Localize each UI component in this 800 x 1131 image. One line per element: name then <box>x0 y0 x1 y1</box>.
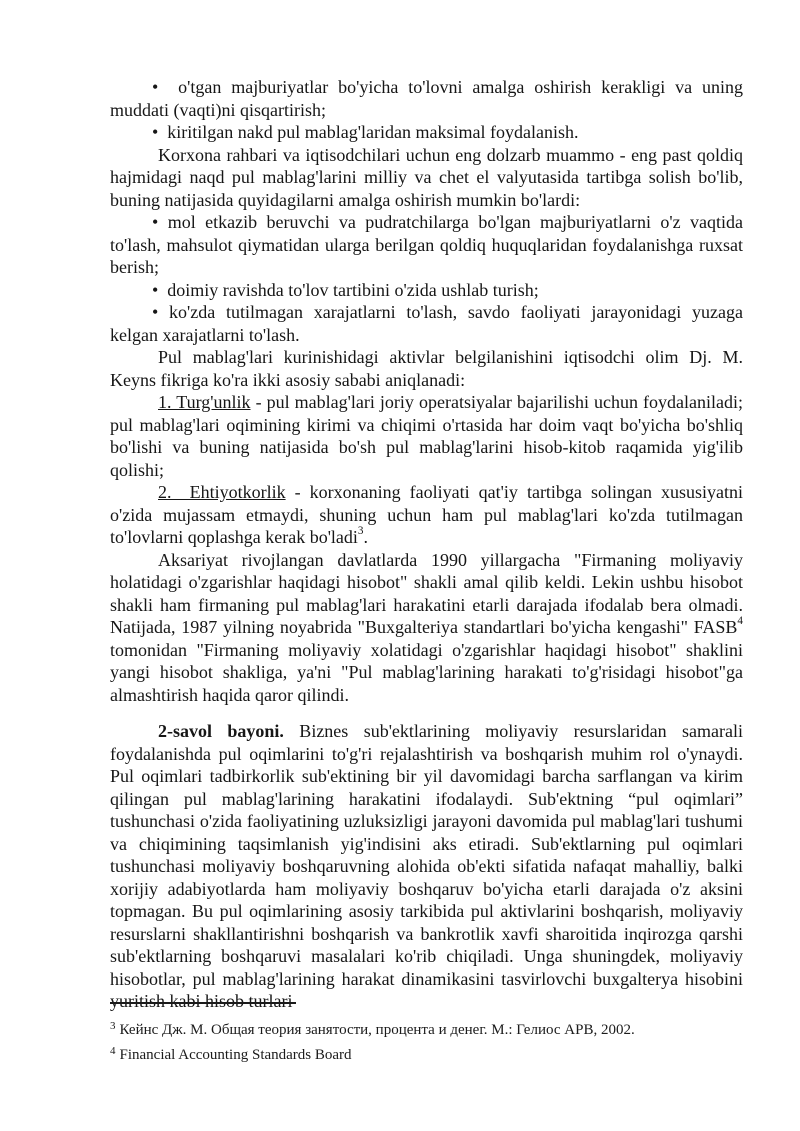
footnote-4-text: Financial Accounting Standards Board <box>119 1047 352 1063</box>
footnote-3-marker: 3 <box>110 1020 116 1033</box>
text-run: Pul mablag'lari kurinishidagi aktivlar belgilanishini iqtisodchi olim Dj. M. Keyns fikriga ko'ra ikki asosiy sababi aniqlanadi: <box>110 347 743 390</box>
text-run: • mol etkazib beruvchi va pudratchilarga bo'lgan majburiyatlarni o'z vaqtida to'lash, mahsulot qiymatidan ularga berilgan qoldiq huquqlaridan foydalanishga ruxsat berish; <box>110 212 743 277</box>
footnote-4 <box>110 1043 743 1068</box>
bullet-item-unforeseen-expenses <box>110 301 743 346</box>
text-run: 2. Ehtiyotkorlik <box>158 482 286 502</box>
document-body <box>110 76 743 1013</box>
paragraph-turgunlik <box>110 391 743 481</box>
text-run: Aksariyat rivojlangan davlatlarda 1990 yillargacha "Firmaning moliyaviy holatidagi o'zgarishlar haqidagi hisobot" shakli amal qilib keldi. Lekin ushbu hisobot shakli ham firmaning pul mablag'lari harakatini etarli darajada ifodalab bera olmadi. Natijada, 1987 yilning noyabrida "Buxgalteriya standartlari bo'yicha kengashi" FASB <box>110 549 743 637</box>
bullet-item-cash-usage <box>110 121 743 144</box>
footnote-reference: 3 <box>357 525 364 538</box>
text-run: • o'tgan majburiyatlar bo'yicha to'lovni amalga oshirish kerakligi va uning muddati (vaqti)ni qisqartirish; <box>110 77 743 120</box>
text-run: . <box>363 527 368 547</box>
text-run: Biznes sub'ektlarining moliyaviy resurslaridan samarali foydalanishda pul oqimlarini to'g'ri rejalashtirish va boshqarish muhim rol o'ynaydi. Pul oqimlari tadbirkorlik sub'ektining bir yil davomidagi barcha sarflangan va kirim qilingan pul mablag'larining harakatini ifodalaydi. Sub'ektning “pul oqimlari” tushunchasi o'zida faoliyatining uzluksizligi jarayoni davomida pul mablag'lari tushumi va chiqimining taqsimlanish yig'indisini aks etiradi. Sub'ektlarning pul oqimlari tushunchasi moliyaviy boshqaruvning alohida ob'ekti sifatida nafaqat mahalliy, balki xorijiy adabiyotlarda ham moliyaviy boshqaruv bo'yicha etarli darajada o'z aksini topmagan. Bu pul oqimlarining asosiy tarkibida pul aktivlarini boshqarish, moliyaviy resurslarni shakllantirishni boshqarish va bankrotlik xavfi sharoitida inqirozga qarshi sub'ektlarning boshqaruvi masalalari ko'rib chiqiladi. Unga shuningdek, moliyaviy hisobotlar, pul mablag'larining harakat dinamikasini tasvirlovchi buxgalterya hisobini yuritish kabi hisob turlari <box>110 721 744 1011</box>
paragraph-keyns-intro <box>110 346 743 391</box>
paragraph-ehtiyotkorlik <box>110 481 743 549</box>
paragraph-korxona-rahbari <box>110 144 743 212</box>
paragraph-2-savol-bayoni <box>110 720 743 1013</box>
bullet-item-overdue-obligations <box>110 76 743 121</box>
text-run: 1. Turg'unlik <box>158 392 251 412</box>
text-run: 2-savol bayoni. <box>158 721 284 741</box>
footnote-section <box>110 1002 743 1068</box>
bullet-item-suppliers <box>110 211 743 279</box>
footnote-reference: 4 <box>737 615 743 628</box>
text-run: tomonidan "Firmaning moliyaviy xolatidagi o'zgarishlar haqidagi hisobot" shaklini yangi hisobot shakliga, ya'ni "Pul mablag'larining harakati to'g'risidagi hisobot"ga almashtirish haqida qaror qilindi. <box>110 639 743 705</box>
text-run: • kiritilgan nakd pul mablag'laridan maksimal foydalanish. <box>152 122 579 142</box>
footnote-3-text: Кейнс Дж. М. Общая теория занятости, процента и денег. М.: Гелиос АРВ, 2002. <box>119 1022 635 1038</box>
text-run: - pul mablag'lari joriy operatsiyalar bajarilishi uchun foydalaniladi; pul mablag'lari oqimining kirimi va chiqimi o'rtasida har doim vaqt bo'yicha bo'shliq bo'lishi va buning natijasida bo'sh pul mablag'larini hisob-kitob raqamida yig'ilib qolishi; <box>110 392 744 480</box>
paragraph-fasb-history <box>110 549 743 707</box>
bullet-item-payment-order <box>110 279 743 302</box>
text-run: • doimiy ravishda to'lov tartibini o'zida ushlab turish; <box>152 279 539 300</box>
text-run: - korxonaning faoliyati qat'iy tartibga solingan xususiyatni o'zida mujassam etmaydi, shuning uchun ham pul mablag'lari ko'zda tutilmagan to'lovlarni qoplashga kerak bo'ladi <box>110 482 743 547</box>
text-run: • ko'zda tutilmagan xarajatlarni to'lash, savdo faoliyati jarayonidagi yuzaga kelgan xarajatlarni to'lash. <box>110 302 743 345</box>
footnote-3 <box>110 1018 743 1043</box>
footnote-4-marker: 4 <box>110 1045 116 1058</box>
footnote-separator <box>110 1002 296 1004</box>
text-run: Korxona rahbari va iqtisodchilari uchun eng dolzarb muammo - eng past qoldiq hajmidagi naqd pul mablag'larini milliy va chet el valyutasida tartibga solish bo'lib, buning natijasida quyidagilarni amalga oshirish mumkin bo'lardi: <box>110 144 743 210</box>
